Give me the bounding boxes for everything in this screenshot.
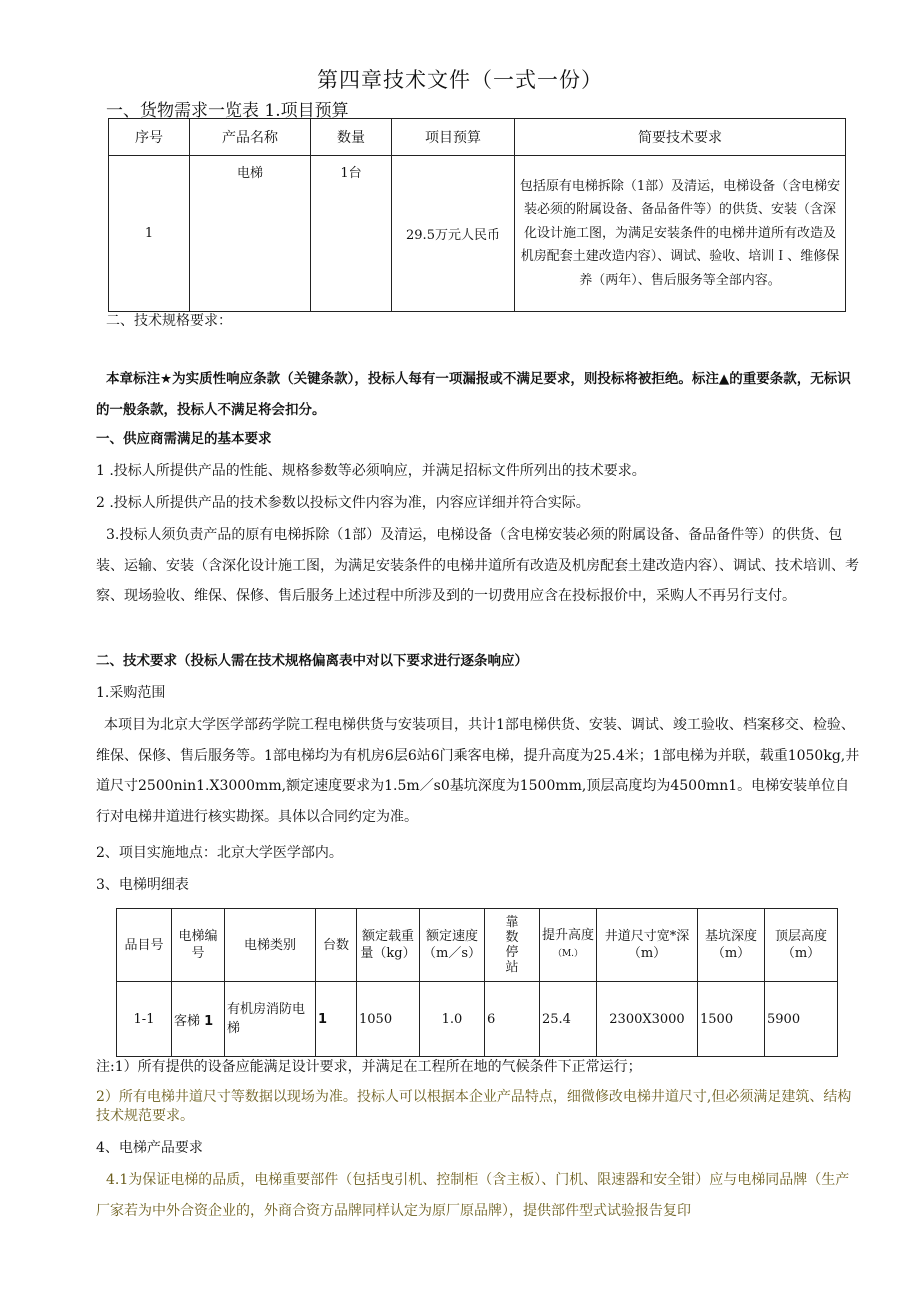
- location-line: 2、项目实施地点：北京大学医学部内。: [96, 845, 343, 861]
- cell-top: 5900: [765, 982, 838, 1057]
- elevator-detail-table: [116, 908, 838, 1057]
- cell-stops: 6: [485, 982, 540, 1057]
- header-rise-unit: （M.）: [552, 949, 584, 959]
- table-row: [117, 982, 838, 1057]
- header-budget: 项目预算: [392, 119, 515, 156]
- basic-requirement-1: 1 .投标人所提供产品的性能、规格参数等必须响应，并满足招标文件所列出的技术要求。: [96, 463, 646, 479]
- header-count: 台数: [316, 909, 357, 982]
- section-subtitle: 一、货物需求一览表 1.项目预算: [106, 101, 349, 121]
- cell-elevator-no: [172, 982, 225, 1057]
- basic-requirements-heading: 一、供应商需满足的基本要求: [96, 431, 272, 447]
- product-requirement-1: 4.1为保证电梯的品质，电梯重要部件（包括曳引机、控制柜（含主板）、门机、限速器和安全钳）应与电梯同品牌（生产厂家若为中外合资企业的，外商合资方品牌同样认定为原厂原品牌），提供部件型式试验报告复印: [96, 1172, 850, 1219]
- header-qty: 数量: [311, 119, 392, 156]
- elevator-table-heading: 3、电梯明细表: [96, 877, 189, 893]
- header-type: 电梯类别: [225, 909, 316, 982]
- scope-heading: 1.采购范围: [96, 685, 166, 701]
- page-title: 第四章技术文件（一式一份）: [317, 68, 603, 92]
- cell-pit: 1500: [698, 982, 765, 1057]
- basic-requirement-2: 2 .投标人所提供产品的技术参数以投标文件内容为准，内容应详细并符合实际。: [96, 495, 590, 511]
- note-1: 注:1）所有提供的设备应能满足设计要求，并满足在工程所在地的气候条件下正常运行；: [96, 1059, 642, 1075]
- table-header-row: [109, 119, 846, 156]
- header-product: 产品名称: [190, 119, 311, 156]
- header-rise-text: 提升高度: [542, 928, 595, 943]
- header-stops: [485, 909, 540, 982]
- header-elevator-no: 电梯编号: [172, 909, 225, 982]
- product-requirements-heading: 4、电梯产品要求: [96, 1140, 203, 1156]
- header-pit: 基坑深度（m）: [698, 909, 765, 982]
- scope-paragraph: 本项目为北京大学医学部药学院工程电梯供货与安装项目，共计1部电梯供货、安装、调试、竣工验收、档案移交、检验、维保、保修、售后服务等。1部电梯均为有机房6层6站6门乘客电梯，提升高度为25.4米；1部电梯为并联，载重1050kg,井道尺寸2500nin1.X3000mm,额定速度要求为1.5m／s0基坑深度为1500mm,顶层高度均为4500mn1。电梯安装单位自行对电梯井道进行核实勘探。具体以合同约定为准。: [96, 717, 860, 825]
- header-top: 顶层高度（m）: [765, 909, 838, 982]
- header-load: 额定载重量（kg）: [357, 909, 420, 982]
- cell-speed: 1.0: [420, 982, 485, 1057]
- cell-count-value: 1: [318, 1011, 328, 1027]
- cell-shaft: 2300X3000: [597, 982, 698, 1057]
- cell-rise: 25.4: [540, 982, 597, 1057]
- header-stops-text: 靠数停站: [505, 914, 519, 975]
- intro-paragraph: 本章标注★为实质性响应条款（关键条款），投标人每有一项漏报或不满足要求，则投标将被拒绝。标注▲的重要条款，无标识的一般条款，投标人不满足将会扣分。: [96, 371, 851, 418]
- cell-item-no: 1-1: [117, 982, 172, 1057]
- header-requirement: 简要技术要求: [515, 119, 846, 156]
- table-header-row: [117, 909, 838, 982]
- goods-requirement-table: [108, 118, 846, 312]
- header-rise: [540, 909, 597, 982]
- cell-load: 1050: [357, 982, 420, 1057]
- header-index: 序号: [109, 119, 190, 156]
- cell-elevator-no-num: 1: [204, 1013, 214, 1029]
- cell-count: [316, 982, 357, 1057]
- spec-heading: 二、技术规格要求：: [106, 313, 232, 329]
- basic-requirement-3: 3.投标人须负责产品的原有电梯拆除（1部）及清运，电梯设备（含电梯安装必须的附属设备、备品备件等）的供货、包装、运输、安装（含深化设计施工图，为满足安装条件的电梯井道所有改造及机房配套土建改造内容）、调试、技术培训、考察、现场验收、维保、保修、售后服务上述过程中所涉及到的一切费用应含在投标报价中，采购人不再另行支付。: [96, 527, 859, 604]
- header-speed: 额定速度（m／s）: [420, 909, 485, 982]
- cell-qty: 1台: [311, 156, 392, 312]
- header-shaft: 井道尺寸宽*深（m）: [597, 909, 698, 982]
- cell-product: 电梯: [190, 156, 311, 312]
- cell-budget: 29.5万元人民币: [392, 156, 515, 312]
- tech-requirements-heading: 二、技术要求（投标人需在技术规格偏离表中对以下要求进行逐条响应）: [96, 653, 528, 669]
- table-row: [109, 156, 846, 312]
- note-2: 2）所有电梯井道尺寸等数据以现场为准。投标人可以根据本企业产品特点，细微修改电梯井道尺寸,但必须满足建筑、结构技术规范要求。: [96, 1089, 852, 1124]
- cell-type: 有机房消防电梯: [225, 982, 316, 1057]
- cell-elevator-no-text: 客梯: [174, 1013, 201, 1029]
- cell-index: 1: [109, 156, 190, 312]
- header-item-no: 品目号: [117, 909, 172, 982]
- cell-requirement: 包括原有电梯拆除（1部）及清运，电梯设备（含电梯安装必须的附属设备、备品备件等）的供货、安装（含深化设计施工图，为满足安装条件的电梯井道所有改造及机房配套土建改造内容）、调试、验收、培训Ｉ、维修保养（两年）、售后服务等全部内容。: [515, 156, 846, 312]
